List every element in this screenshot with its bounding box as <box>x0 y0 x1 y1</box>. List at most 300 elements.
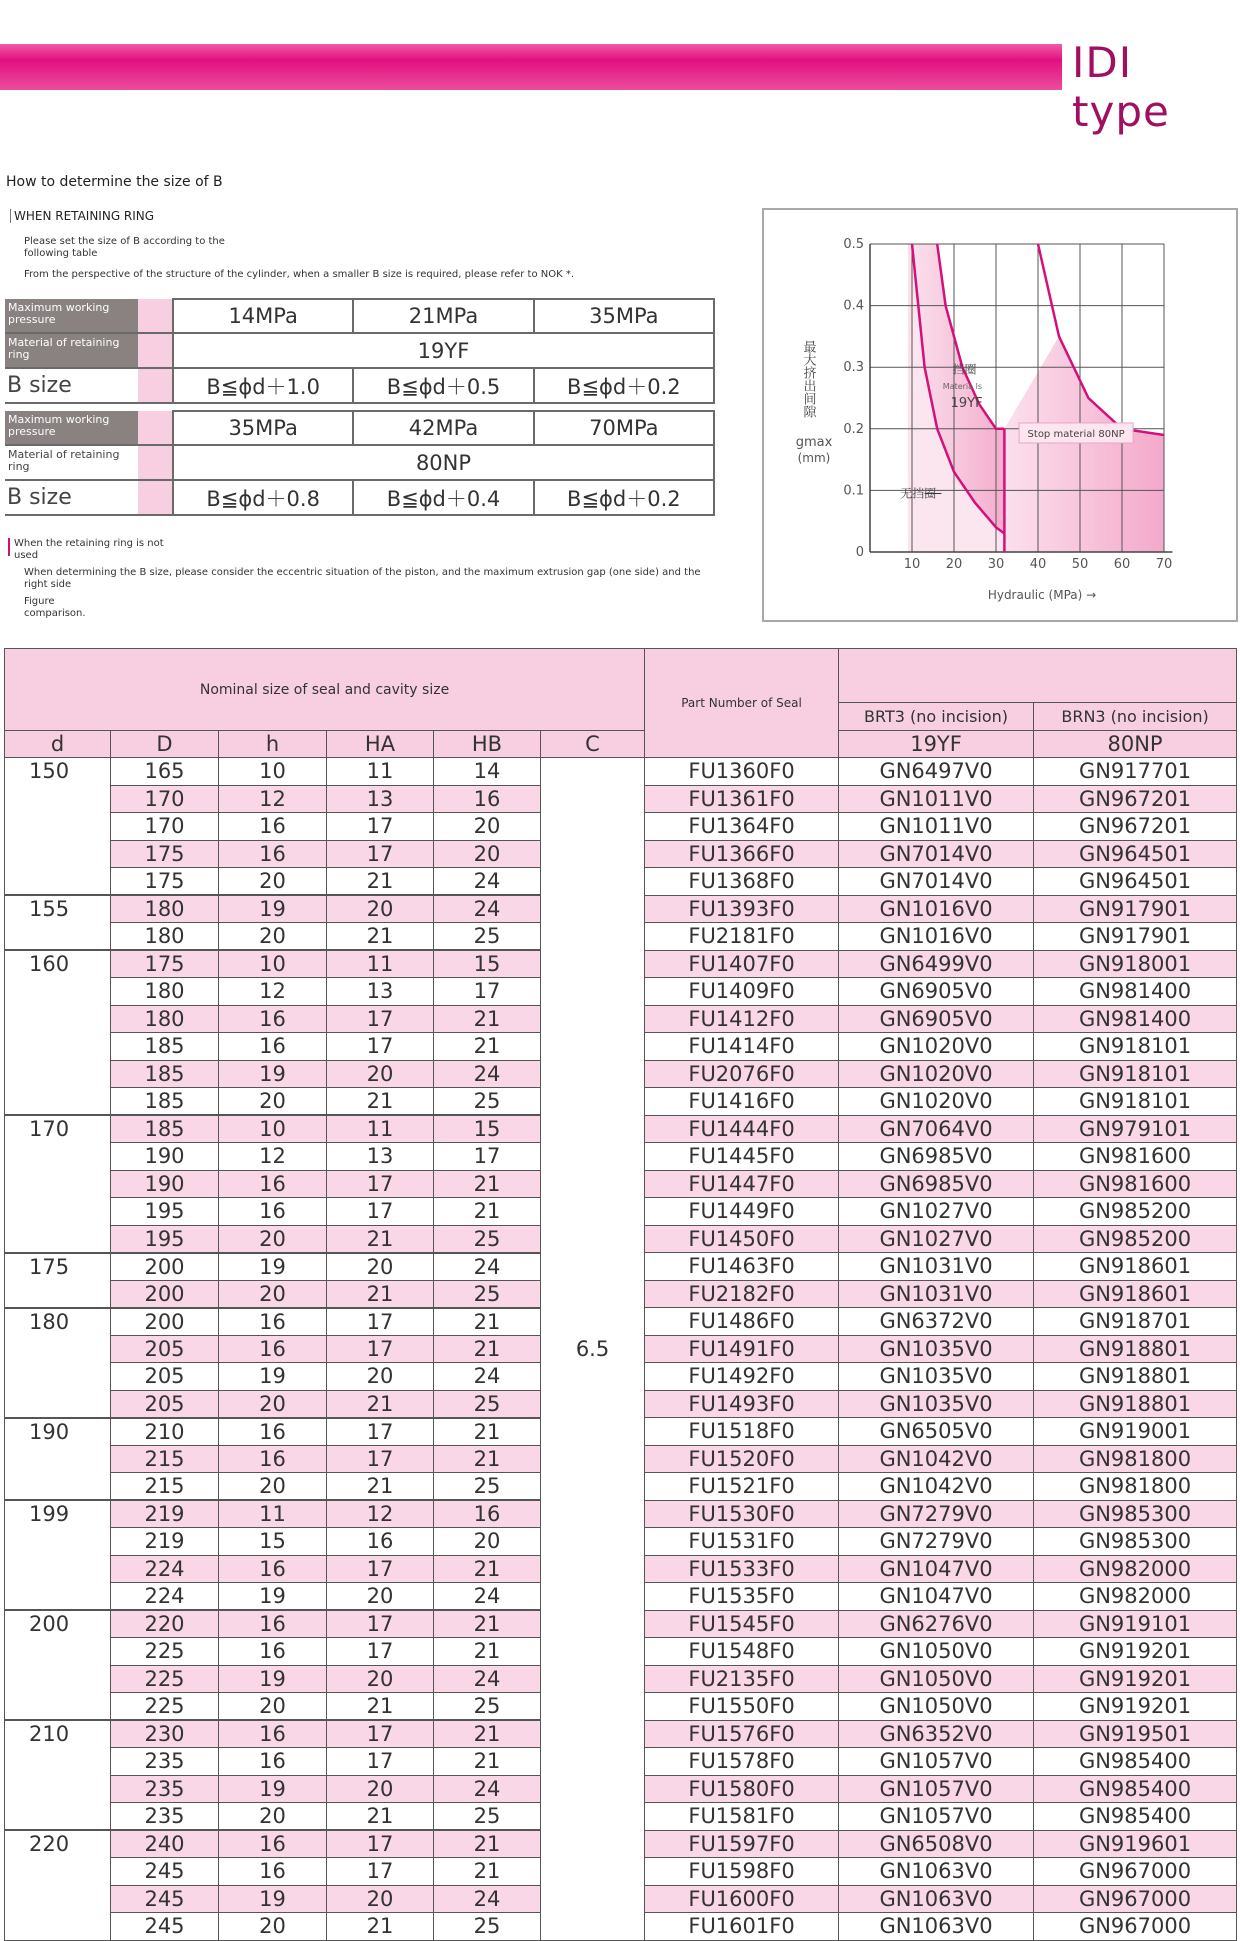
ring-header-spacer <box>839 649 1237 703</box>
cell-HB: 24 <box>434 1665 541 1693</box>
cell-d: 150 <box>5 758 111 896</box>
page-title: IDI type <box>1072 38 1170 136</box>
cell-h: 16 <box>219 1555 327 1583</box>
cell-part-number: FU1531F0 <box>645 1528 839 1556</box>
cell-HA: 21 <box>327 923 434 951</box>
cell-brn: GN919201 <box>1034 1638 1237 1666</box>
cell-brn: GN985300 <box>1034 1528 1237 1556</box>
cell-HA: 17 <box>327 1445 434 1473</box>
cell-HA: 21 <box>327 1913 434 1941</box>
cell-HA: 21 <box>327 1088 434 1116</box>
cell-part-number: FU1518F0 <box>645 1418 839 1446</box>
cell-HB: 24 <box>434 1583 541 1611</box>
cell-brt: GN1011V0 <box>839 813 1034 841</box>
cell-D: 225 <box>111 1638 219 1666</box>
cell-part-number: FU1533F0 <box>645 1555 839 1583</box>
header-bar <box>0 44 1062 90</box>
cell-part-number: FU1601F0 <box>645 1913 839 1941</box>
y-axis-label-unit: (mm) <box>797 451 831 465</box>
cell-h: 20 <box>219 1225 327 1253</box>
col-d: d <box>5 731 111 758</box>
cell-part-number: FU1445F0 <box>645 1143 839 1171</box>
cell-HA: 13 <box>327 785 434 813</box>
bsize-cell: B≦ϕd＋0.2 <box>534 480 714 515</box>
seal-table <box>4 648 1237 1941</box>
cell-HB: 20 <box>434 1528 541 1556</box>
cell-HA: 20 <box>327 895 434 923</box>
cell-brn: GN918601 <box>1034 1253 1237 1281</box>
cell-HA: 20 <box>327 1775 434 1803</box>
cell-HA: 11 <box>327 1115 434 1143</box>
cell-part-number: FU1366F0 <box>645 840 839 868</box>
cell-brt: GN7064V0 <box>839 1115 1034 1143</box>
cell-HA: 17 <box>327 1198 434 1226</box>
cell-brt: GN1016V0 <box>839 923 1034 951</box>
cell-D: 219 <box>111 1500 219 1528</box>
cell-brn: GN979101 <box>1034 1115 1237 1143</box>
cell-HB: 24 <box>434 1775 541 1803</box>
y-tick-label: 0.5 <box>843 237 864 252</box>
cell-HB: 25 <box>434 923 541 951</box>
cell-HA: 17 <box>327 1830 434 1858</box>
cell-HB: 21 <box>434 1720 541 1748</box>
col-D: D <box>111 731 219 758</box>
bsize-table-2 <box>5 410 715 516</box>
cell-h: 16 <box>219 1445 327 1473</box>
cell-D: 180 <box>111 923 219 951</box>
cell-brt: GN1016V0 <box>839 895 1034 923</box>
cell-brn: GN967000 <box>1034 1885 1237 1913</box>
cell-D: 230 <box>111 1720 219 1748</box>
cell-D: 180 <box>111 978 219 1006</box>
cell-D: 165 <box>111 758 219 786</box>
cell-HA: 17 <box>327 840 434 868</box>
cell-brt: GN1035V0 <box>839 1363 1034 1391</box>
cell-brn: GN982000 <box>1034 1555 1237 1583</box>
cell-h: 16 <box>219 1610 327 1638</box>
subsection-title: WHEN RETAINING RING <box>10 209 154 223</box>
cell-part-number: FU1491F0 <box>645 1335 839 1363</box>
cell-d: 199 <box>5 1500 111 1610</box>
cell-part-number: FU1444F0 <box>645 1115 839 1143</box>
cell-brt: GN1050V0 <box>839 1665 1034 1693</box>
cell-brn: GN917901 <box>1034 895 1237 923</box>
cell-brt: GN1031V0 <box>839 1280 1034 1308</box>
cell-d: 175 <box>5 1253 111 1308</box>
cell-HB: 21 <box>434 1005 541 1033</box>
y-axis-label-cn: 最大挤出间隙 <box>800 340 816 418</box>
cell-part-number: FU1581F0 <box>645 1803 839 1831</box>
cell-brt: GN6985V0 <box>839 1170 1034 1198</box>
cell-brt: GN1050V0 <box>839 1638 1034 1666</box>
cell-part-number: FU1548F0 <box>645 1638 839 1666</box>
cell-h: 12 <box>219 978 327 1006</box>
cell-brt: GN1063V0 <box>839 1858 1034 1886</box>
cell-HB: 24 <box>434 1060 541 1088</box>
note-marker <box>8 538 10 556</box>
cell-D: 245 <box>111 1913 219 1941</box>
cell-D: 235 <box>111 1775 219 1803</box>
cell-h: 20 <box>219 1390 327 1418</box>
cell-D: 190 <box>111 1143 219 1171</box>
material-cell: 19YF <box>173 333 714 368</box>
extrusion-gap-chart <box>762 208 1238 622</box>
cell-D: 220 <box>111 1610 219 1638</box>
cell-part-number: FU1449F0 <box>645 1198 839 1226</box>
cell-part-number: FU1521F0 <box>645 1473 839 1501</box>
cell-D: 195 <box>111 1198 219 1226</box>
cell-HA: 20 <box>327 1885 434 1913</box>
cell-part-number: FU1576F0 <box>645 1720 839 1748</box>
cell-h: 19 <box>219 895 327 923</box>
cell-HB: 24 <box>434 895 541 923</box>
cell-HB: 24 <box>434 1885 541 1913</box>
cell-brn: GN985200 <box>1034 1225 1237 1253</box>
cell-HB: 21 <box>434 1198 541 1226</box>
cell-HB: 21 <box>434 1610 541 1638</box>
cell-part-number: FU1447F0 <box>645 1170 839 1198</box>
label-bsize: B size <box>5 369 138 402</box>
annotation-materials: Materia ls <box>942 381 983 391</box>
x-tick-label: 60 <box>1113 557 1131 572</box>
cell-h: 10 <box>219 950 327 978</box>
cell-d: 155 <box>5 895 111 950</box>
cell-HA: 17 <box>327 1418 434 1446</box>
col-mat1: 19YF <box>839 731 1034 758</box>
cell-HA: 21 <box>327 1280 434 1308</box>
cell-D: 240 <box>111 1830 219 1858</box>
cell-part-number: FU1407F0 <box>645 950 839 978</box>
cell-HB: 15 <box>434 1115 541 1143</box>
label-material: Material of retaining ring <box>5 334 138 367</box>
cell-h: 15 <box>219 1528 327 1556</box>
cell-brt: GN1042V0 <box>839 1445 1034 1473</box>
cell-h: 20 <box>219 1473 327 1501</box>
col-C: C <box>541 731 645 758</box>
cell-h: 16 <box>219 1033 327 1061</box>
cell-HB: 21 <box>434 1170 541 1198</box>
cell-brn: GN918701 <box>1034 1308 1237 1336</box>
cell-brn: GN967201 <box>1034 813 1237 841</box>
cell-HB: 21 <box>434 1555 541 1583</box>
cell-HA: 20 <box>327 1363 434 1391</box>
cell-D: 195 <box>111 1225 219 1253</box>
cell-brt: GN1047V0 <box>839 1583 1034 1611</box>
cell-brt: GN6497V0 <box>839 758 1034 786</box>
cell-D: 219 <box>111 1528 219 1556</box>
cell-D: 185 <box>111 1115 219 1143</box>
intro-note: Please set the size of B according to the following table <box>24 236 225 259</box>
bsize-cell: B≦ϕd＋0.8 <box>173 480 353 515</box>
col-HB: HB <box>434 731 541 758</box>
x-tick-label: 50 <box>1071 557 1089 572</box>
cell-part-number: FU1520F0 <box>645 1445 839 1473</box>
pressure-cell: 35MPa <box>173 411 353 445</box>
cell-D: 200 <box>111 1280 219 1308</box>
cell-part-number: FU1578F0 <box>645 1748 839 1776</box>
cell-HA: 21 <box>327 1473 434 1501</box>
cell-brt: GN1057V0 <box>839 1775 1034 1803</box>
y-tick-label: 0.4 <box>843 298 864 314</box>
cell-D: 215 <box>111 1445 219 1473</box>
cell-D: 225 <box>111 1665 219 1693</box>
cell-HA: 17 <box>327 1720 434 1748</box>
cell-part-number: FU1409F0 <box>645 978 839 1006</box>
cell-D: 200 <box>111 1253 219 1281</box>
pressure-cell: 21MPa <box>353 299 533 333</box>
cell-D: 215 <box>111 1473 219 1501</box>
x-tick-label: 40 <box>1029 557 1047 572</box>
cell-d: 200 <box>5 1610 111 1720</box>
cell-brn: GN964501 <box>1034 840 1237 868</box>
cell-brt: GN1027V0 <box>839 1225 1034 1253</box>
seal-table-body <box>5 758 1237 1941</box>
cell-part-number: FU1493F0 <box>645 1390 839 1418</box>
cell-brt: GN1050V0 <box>839 1693 1034 1721</box>
x-tick-label: 30 <box>987 557 1005 572</box>
cell-part-number: FU1412F0 <box>645 1005 839 1033</box>
y-tick-label: 0.2 <box>843 421 864 437</box>
cell-brt: GN6372V0 <box>839 1308 1034 1336</box>
cell-HA: 21 <box>327 1225 434 1253</box>
cell-h: 16 <box>219 1418 327 1446</box>
cell-part-number: FU1597F0 <box>645 1830 839 1858</box>
label-bsize: B size <box>5 481 138 514</box>
cell-h: 20 <box>219 1803 327 1831</box>
cell-h: 11 <box>219 1500 327 1528</box>
cell-h: 20 <box>219 1693 327 1721</box>
cell-HB: 20 <box>434 840 541 868</box>
cell-HA: 20 <box>327 1583 434 1611</box>
cell-HA: 17 <box>327 1033 434 1061</box>
cell-brt: GN1011V0 <box>839 785 1034 813</box>
cell-part-number: FU1360F0 <box>645 758 839 786</box>
cell-brn: GN917901 <box>1034 923 1237 951</box>
cell-h: 16 <box>219 813 327 841</box>
cell-part-number: FU1545F0 <box>645 1610 839 1638</box>
intro-note-2: From the perspective of the structure of the cylinder, when a smaller B size is required, please refer to NOK *. <box>24 269 575 280</box>
y-axis-label-gmax: gmax <box>795 435 833 450</box>
cell-h: 16 <box>219 1830 327 1858</box>
cell-HB: 17 <box>434 1143 541 1171</box>
cell-HB: 17 <box>434 978 541 1006</box>
cell-D: 170 <box>111 813 219 841</box>
chart-svg <box>764 210 1236 620</box>
cell-brt: GN6352V0 <box>839 1720 1034 1748</box>
cell-brt: GN6985V0 <box>839 1143 1034 1171</box>
cell-brn: GN981400 <box>1034 978 1237 1006</box>
label-material: Material of retaining ring <box>5 446 138 479</box>
note-title: When the retaining ring is not used <box>14 538 164 561</box>
cell-brt: GN6508V0 <box>839 1830 1034 1858</box>
annotation-stop-80np: Stop material 80NP <box>1027 428 1125 440</box>
cell-D: 205 <box>111 1335 219 1363</box>
cell-brn: GN918801 <box>1034 1335 1237 1363</box>
cell-brn: GN985300 <box>1034 1500 1237 1528</box>
label-pressure: Maximum working pressure <box>5 411 138 444</box>
cell-HB: 16 <box>434 785 541 813</box>
cell-brt: GN1031V0 <box>839 1253 1034 1281</box>
cell-brn: GN981800 <box>1034 1445 1237 1473</box>
cell-brn: GN919001 <box>1034 1418 1237 1446</box>
cell-HA: 17 <box>327 1335 434 1363</box>
cell-D: 185 <box>111 1088 219 1116</box>
cell-HB: 21 <box>434 1445 541 1473</box>
cell-d: 210 <box>5 1720 111 1830</box>
cell-part-number: FU1530F0 <box>645 1500 839 1528</box>
cell-HB: 25 <box>434 1390 541 1418</box>
cell-part-number: FU2181F0 <box>645 923 839 951</box>
cell-part-number: FU1535F0 <box>645 1583 839 1611</box>
col-h: h <box>219 731 327 758</box>
cell-h: 16 <box>219 840 327 868</box>
cell-h: 19 <box>219 1583 327 1611</box>
cell-brt: GN6505V0 <box>839 1418 1034 1446</box>
x-axis-label: Hydraulic (MPa) → <box>987 588 1097 602</box>
cell-HB: 21 <box>434 1033 541 1061</box>
cell-brn: GN918101 <box>1034 1033 1237 1061</box>
cell-h: 19 <box>219 1363 327 1391</box>
cell-brn: GN985400 <box>1034 1748 1237 1776</box>
cell-brn: GN985400 <box>1034 1775 1237 1803</box>
pressure-cell: 42MPa <box>353 411 533 445</box>
cell-brn: GN919601 <box>1034 1830 1237 1858</box>
cell-HB: 25 <box>434 1225 541 1253</box>
cell-D: 224 <box>111 1583 219 1611</box>
cell-h: 16 <box>219 1170 327 1198</box>
y-tick-label: 0.1 <box>843 483 864 499</box>
cell-brn: GN985400 <box>1034 1803 1237 1831</box>
cell-h: 10 <box>219 758 327 786</box>
cell-D: 235 <box>111 1748 219 1776</box>
cell-HB: 25 <box>434 1693 541 1721</box>
cell-brn: GN919201 <box>1034 1665 1237 1693</box>
x-tick-label: 20 <box>945 557 963 572</box>
cell-h: 16 <box>219 1858 327 1886</box>
cell-HA: 17 <box>327 813 434 841</box>
cell-HA: 17 <box>327 1858 434 1886</box>
cell-D: 175 <box>111 840 219 868</box>
cell-D: 205 <box>111 1363 219 1391</box>
cell-h: 19 <box>219 1665 327 1693</box>
cell-h: 12 <box>219 785 327 813</box>
cell-part-number: FU1450F0 <box>645 1225 839 1253</box>
cell-brt: GN1020V0 <box>839 1060 1034 1088</box>
cell-part-number: FU1361F0 <box>645 785 839 813</box>
brt-header: BRT3 (no incision) <box>839 703 1034 731</box>
note-text-2: Figure comparison. <box>24 596 86 619</box>
cell-h: 20 <box>219 1913 327 1941</box>
cell-brt: GN1047V0 <box>839 1555 1034 1583</box>
cell-HA: 20 <box>327 1060 434 1088</box>
annotation-no-ring: 无挡圈 <box>900 486 937 501</box>
part-number-header: Part Number of Seal <box>645 649 839 758</box>
cell-brn: GN918801 <box>1034 1363 1237 1391</box>
cell-brn: GN981600 <box>1034 1143 1237 1171</box>
cell-HA: 17 <box>327 1638 434 1666</box>
cell-brn: GN919101 <box>1034 1610 1237 1638</box>
cell-brt: GN1057V0 <box>839 1748 1034 1776</box>
cell-HA: 17 <box>327 1555 434 1583</box>
cell-HA: 11 <box>327 950 434 978</box>
cell-brt: GN6905V0 <box>839 1005 1034 1033</box>
cell-brt: GN1057V0 <box>839 1803 1034 1831</box>
cell-D: 180 <box>111 1005 219 1033</box>
cell-HA: 17 <box>327 1748 434 1776</box>
cell-HB: 21 <box>434 1748 541 1776</box>
cell-h: 16 <box>219 1308 327 1336</box>
pressure-cell: 70MPa <box>534 411 714 445</box>
cell-D: 205 <box>111 1390 219 1418</box>
cell-part-number: FU1393F0 <box>645 895 839 923</box>
cell-D: 175 <box>111 950 219 978</box>
cell-part-number: FU2182F0 <box>645 1280 839 1308</box>
cell-D: 200 <box>111 1308 219 1336</box>
cell-HA: 16 <box>327 1528 434 1556</box>
cell-HB: 16 <box>434 1500 541 1528</box>
note-text: When determining the B size, please consider the eccentric situation of the piston, and the maximum extrusion gap (one side) and the right side <box>24 567 701 590</box>
cell-brn: GN982000 <box>1034 1583 1237 1611</box>
cell-HA: 17 <box>327 1170 434 1198</box>
cell-brt: GN7014V0 <box>839 840 1034 868</box>
cell-h: 12 <box>219 1143 327 1171</box>
x-tick-label: 70 <box>1155 557 1173 572</box>
cell-HB: 24 <box>434 1253 541 1281</box>
cell-HA: 17 <box>327 1005 434 1033</box>
cell-part-number: FU1486F0 <box>645 1308 839 1336</box>
cell-brt: GN1035V0 <box>839 1390 1034 1418</box>
cell-D: 190 <box>111 1170 219 1198</box>
cell-h: 20 <box>219 1088 327 1116</box>
cell-HB: 25 <box>434 1913 541 1941</box>
cell-h: 20 <box>219 1280 327 1308</box>
cell-D: 245 <box>111 1885 219 1913</box>
cell-h: 19 <box>219 1060 327 1088</box>
cell-brn: GN919201 <box>1034 1693 1237 1721</box>
cell-brn: GN917701 <box>1034 758 1237 786</box>
cell-brt: GN6276V0 <box>839 1610 1034 1638</box>
y-tick-label: 0 <box>855 545 864 560</box>
cell-HB: 21 <box>434 1418 541 1446</box>
pressure-cell: 35MPa <box>534 299 714 333</box>
annotation-19yf: 19YF <box>950 396 983 412</box>
cell-D: 185 <box>111 1033 219 1061</box>
bsize-cell: B≦ϕd＋0.2 <box>534 368 714 403</box>
cell-D: 180 <box>111 895 219 923</box>
cell-brt: GN7014V0 <box>839 868 1034 896</box>
cell-HB: 15 <box>434 950 541 978</box>
table-row <box>5 758 1237 786</box>
cell-HB: 24 <box>434 1363 541 1391</box>
cell-part-number: FU1416F0 <box>645 1088 839 1116</box>
cell-brt: GN1027V0 <box>839 1198 1034 1226</box>
cell-brt: GN6499V0 <box>839 950 1034 978</box>
cell-brn: GN918801 <box>1034 1390 1237 1418</box>
cell-brn: GN967201 <box>1034 785 1237 813</box>
cell-part-number: FU2135F0 <box>645 1665 839 1693</box>
cell-brt: GN1042V0 <box>839 1473 1034 1501</box>
cell-HB: 21 <box>434 1638 541 1666</box>
section-title: How to determine the size of B <box>6 174 223 190</box>
annotation-with-ring: 挡圈 <box>952 362 977 377</box>
bsize-cell: B≦ϕd＋0.4 <box>353 480 533 515</box>
cell-D: 210 <box>111 1418 219 1446</box>
area-80np <box>1004 336 1164 552</box>
cell-h: 16 <box>219 1005 327 1033</box>
cell-brt: GN1063V0 <box>839 1913 1034 1941</box>
bsize-table-1 <box>5 298 715 404</box>
cell-HB: 24 <box>434 868 541 896</box>
